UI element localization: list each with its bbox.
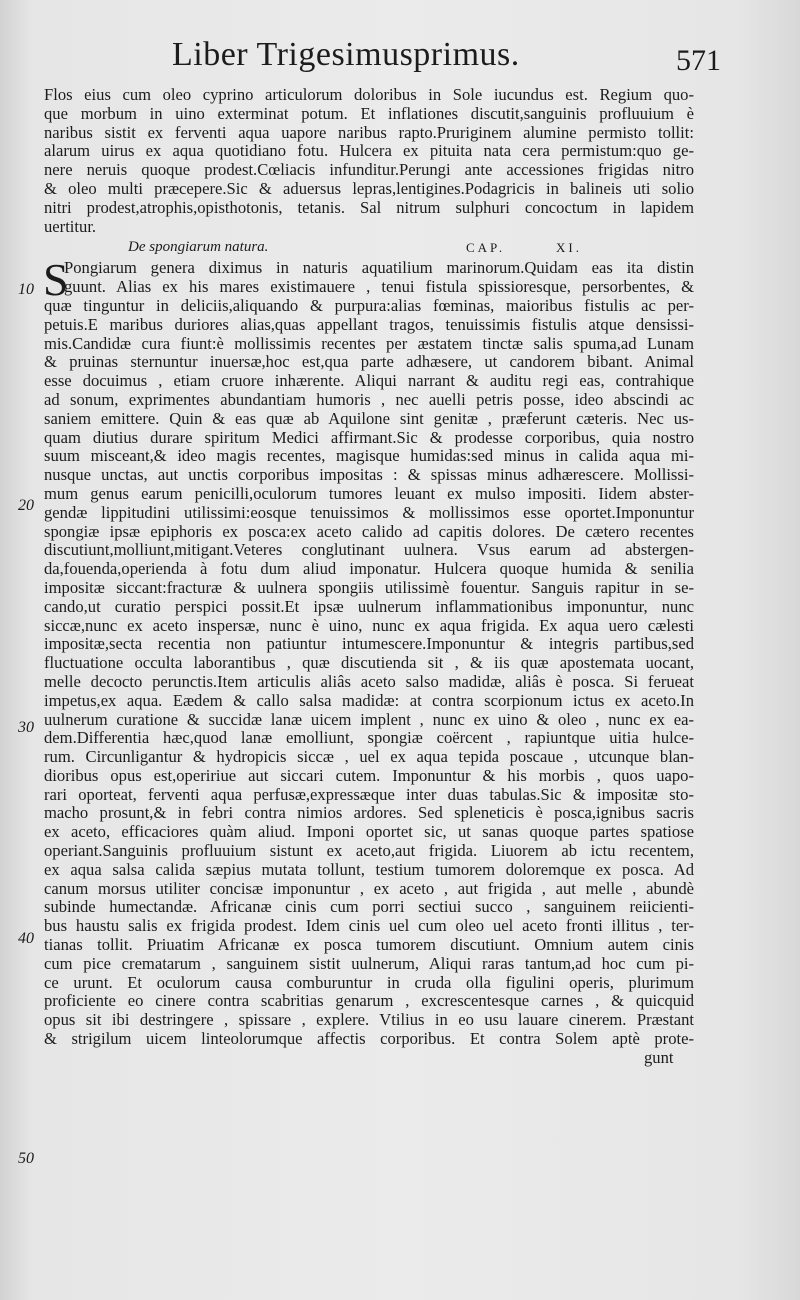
chapter-number: XI. xyxy=(556,240,582,256)
text-line: canum morsus utiliter concisæ imponuntur , ex aceto , aut frigida , aut melle , abundè xyxy=(44,878,694,898)
text-line: suum miscеant,& ideo magis recentes, magisque humidas:sed minus in calida aqua mi- xyxy=(44,446,694,466)
text-line: cum pice crematarum , sanguinem sistit uulnerum, Aliqui raras tantum,ad hoc cum pi- xyxy=(44,953,694,973)
chapter-label: CAP. xyxy=(466,240,506,256)
text-line: gendæ lippitudini utilissimi:eosque tenuissimos & mollissimos esse oportet.Imponuntur xyxy=(44,502,694,522)
text-line: esse docuimus , etiam cruore inhærente. Aliqui narrant & auditu regi eas, contrahique xyxy=(44,371,694,391)
text-line: operiant.Sanguinis profluuium sistunt ex aceto,aut frigida. Liuorem ab ictu recentem, xyxy=(44,841,694,861)
text-line: impositæ,secta recentia non patiuntur intumescere.Imponuntur & integris partibus,sed xyxy=(44,634,694,654)
text-line: spongiæ ipsæ epiphoris ex posca:ex aceto calido ad capitis dolores. De cætero recentes xyxy=(44,521,694,541)
text-line: rum. Circunligantur & hydropicis siccæ , uel ex aqua tepida poscaue , utcunque blan- xyxy=(44,747,694,767)
chapter-heading xyxy=(44,236,694,259)
text-line: subinde humectandæ. Africanæ cinis cum porri sectiui succo , sanguinem reiicienti- xyxy=(44,897,694,917)
text-line: dem.Differentia hæc,quod lanæ emolliunt, spongiæ coërcent , rapiuntque uitia hulce- xyxy=(44,728,694,748)
text-line: quam diutius durare spiritum Medici affirmant.Sic & prodesse corporibus, quia nostro xyxy=(44,427,694,447)
text-line: impositæ siccant:fracturæ & uulnera spongiis utilissimè fouentur. Sanguis rapitur in se- xyxy=(44,577,694,597)
text-line: saniem emittere. Quin & eas quæ ab Aquilone sint genitæ , præferunt cæteris. Nec us- xyxy=(44,408,694,428)
text-line: nere neruis quoque prodest.Cœliacis infunditur.Perungi ante accessiones frigidas nitro xyxy=(44,160,694,180)
page-number: 571 xyxy=(676,44,721,77)
text-line: mum genus earum penicilli,oculorum tumores leuant ex mulso impositi. Iidem abster- xyxy=(44,483,694,503)
paragraph-nitrum xyxy=(44,86,694,236)
text-line: dioribus opus est,opeririue aut siccari cutem. Imponuntur & his morbis , quos uapo- xyxy=(44,765,694,785)
text-line: cando,ut curatio perspici possit.Et ipsæ uulnerum inflammationibus imponuntur, nunc xyxy=(44,596,694,616)
line-number-50: 50 xyxy=(18,1150,34,1167)
text-line: rari oporteat, ferventi aqua perfusæ,expressæque inter duas tabulas.Sic & impositæ sto- xyxy=(44,784,694,804)
running-head: Liber Trigesimusprimus. xyxy=(172,36,520,73)
text-line: siccæ,nunc ex aceto inspersæ, nunc è uino, nunc ex aqua frigida. Ex aqua uero cælesti xyxy=(44,615,694,635)
line-number-30: 30 xyxy=(18,719,34,736)
text-line: que morbum in uino exterminat potum. Et inflationes discutit,sanguinis profluuium è xyxy=(44,103,694,123)
text-line: ex aceto, efficaciores quàm aliud. Imponi oportet sic, ut sanas quoque partes spatiose xyxy=(44,822,694,842)
chapter-title: De spongiarum natura. xyxy=(128,239,269,256)
paragraph-spongiae xyxy=(43,254,694,1067)
text-line: fluctuatione occulta laborantibus , quæ discutienda sit , & iis quæ apostemata uocant, xyxy=(44,653,694,673)
text-line: naribus sistit ex ferventi aqua uapore naribus rapto.Pruriginem alumine permisto tollit: xyxy=(44,122,694,142)
text-line: alarum uirus ex aqua quotidiano fotu. Hulcera ex pituita nata cera permistum:quo ge- xyxy=(44,141,694,161)
text-line: ad sonum, exprimentes abundantiam humoris , nec auelli petris posse, ideo abscindi ac xyxy=(44,389,694,409)
main-text xyxy=(44,86,694,1068)
page-header xyxy=(0,36,800,86)
catchword: gunt xyxy=(644,1047,674,1067)
text-line: tianas tollit. Priuatim Africanæ ex posca tumorem discutiunt. Omnium autem cinis xyxy=(44,935,694,955)
text-line: impetus,ex aqua. Eædem & callo salsa madidæ: at contra scorpionum ictus ex aceto.In xyxy=(44,690,694,710)
text-line: petuis.E maribus duriores alias,quas appellant tragos, tenuissimis fistulis atque densissi- xyxy=(44,314,694,334)
text-line: uulnerum curatione & succidæ lanæ uicem implent , nunc ex uino & oleo , nunc ex ea- xyxy=(44,709,694,729)
text-line: mis.Candidæ cura fiunt:è mollissimis recentes per æstatem tinctæ salis spuma,ad Lunam xyxy=(44,333,694,353)
text-line: & oleo multi præcepere.Sic & aduersus lepras,lentigines.Podagricis in balineis uti solio xyxy=(44,178,694,198)
line-number-20: 20 xyxy=(18,497,34,514)
text-line: ex aqua salsa calida sæpius mutata tollunt, testium tumorem doloremque ex posca. Ad xyxy=(44,859,694,879)
text-line: nitri prodest,atrophis,opisthotonis, tetanis. Sal nitrum sulphuri concoctum in lapidem xyxy=(44,197,694,217)
text-line: Pongiarum genera diximus in naturis aquatilium marinorum.Quidam eas ita distin xyxy=(64,258,694,278)
text-line: proficiente eo cinere contra scabritias genarum , excrescentesque carnes , & quicquid xyxy=(44,991,694,1011)
line-number-10: 10 xyxy=(18,281,34,298)
text-line: guunt. Alias ex his mares existimauere , tenui fistula spissioresque, persorbentes, & xyxy=(64,277,694,297)
text-line: quæ tinguntur in deliciis,aliquando & purpura:alias fœminas, maioribus fistulis ac per- xyxy=(44,295,694,315)
text-line: nusque unctas, aut unctis corporibus impositas : & spissas minus adhærescere. Mollissi- xyxy=(44,465,694,485)
text-line: da,fouenda,operienda à fotu dum aliud imponatur. Hulcera quoque humida & senilia xyxy=(44,559,694,579)
text-line: macho prosunt,& in febri contra nimios ardores. Sed spleneticis è posca,ignibus sacris xyxy=(44,803,694,823)
text-line: discutiunt,molliunt,mitigant.Veteres conglutinant uulnera. Vsus earum ad abstergen- xyxy=(44,540,694,560)
text-line: uertitur. xyxy=(44,216,97,236)
text-line: & strigilum uicem linteolorumque affectis corporibus. Et contra Solem aptè prote- xyxy=(44,1029,694,1049)
line-number-40: 40 xyxy=(18,930,34,947)
text-line: opus sit ibi destringere , spissare , explere. Vtilius in eo usu lauare cinerem. Præstant xyxy=(44,1010,694,1030)
drop-cap: S xyxy=(43,254,69,306)
text-line: Flos eius cum oleo cyprino articulorum doloribus in Sole iucundus est. Regium quo- xyxy=(44,85,694,104)
text-line: ce urunt. Et oculorum causa comburuntur in cruda olla figulini operis, plurimum xyxy=(44,972,694,992)
text-line: melle decocto perunctis.Item articulis aliâs aceto salso madidæ, aliâs è posca. Si ferueat xyxy=(44,671,694,691)
text-line: bus haustu salis ex frigida prodest. Idem cinis uel cum oleo uel aceto fronti illitus , ter- xyxy=(44,916,694,936)
text-line: & pruinas sternuntur inuersæ,hoc est,qua parte adhæsere, ut candorem bibant. Animal xyxy=(44,352,694,372)
